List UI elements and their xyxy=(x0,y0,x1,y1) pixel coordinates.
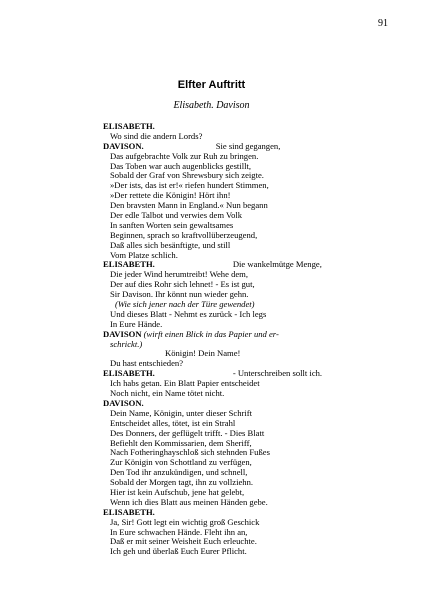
verse-line: Du hast entschieden? xyxy=(110,358,184,369)
text-line xyxy=(103,389,403,399)
verse-line: Dein Name, Königin, unter dieser Schrift xyxy=(110,407,252,418)
verse-line: Den bravsten Mann in England.« Nun begann xyxy=(110,200,268,211)
verse-line: Befiehlt den Kommissarien, dem Sheriff, xyxy=(110,437,252,448)
verse-line: In sanften Worten sein gewaltsames xyxy=(110,219,234,230)
verse-line: Daß er mit seiner Weisheit Euch erleuchte. xyxy=(110,536,257,547)
verse-line: Beginnen, sprach so kraftvollüberzeugend, xyxy=(110,229,258,240)
stage-direction: (wirft einen Blick in das Papier und er- xyxy=(141,328,279,339)
stage-direction: schrickt.) xyxy=(110,338,143,349)
verse-line: Ja, Sir! Gott legt ein wichtig groß Geschick xyxy=(110,516,260,527)
verse-line: Wenn ich dies Blatt aus meinen Händen gebe. xyxy=(110,496,268,507)
speaker-name: DAVISON. xyxy=(103,140,144,151)
verse-line: Vom Platze schlich. xyxy=(110,249,178,260)
verse-line: Und dieses Blatt - Nehmt es zurück - Ich legs xyxy=(110,308,267,319)
verse-line: Zur Königin von Schottland zu verfügen, xyxy=(110,457,252,468)
verse-line: Sobald der Morgen tagt, ihn zu vollziehn. xyxy=(110,477,254,488)
speech-text: Sie sind gegangen, xyxy=(215,140,281,151)
verse-line: Daß alles sich besänftigte, und still xyxy=(110,239,231,250)
scene-title: Elfter Auftritt xyxy=(177,79,246,91)
verse-line: Sir Davison. Ihr könnt nun wieder gehn. xyxy=(110,289,249,300)
verse-line: Sobald der Graf von Shrewsbury sich zeigte. xyxy=(110,170,264,181)
verse-line: Nach Fotheringhayschloß sich stehnden Fußes xyxy=(110,447,270,458)
verse-line: Ich habs getan. Ein Blatt Papier entscheidet xyxy=(110,378,260,389)
scene-characters: Elisabeth. Davison xyxy=(173,100,250,111)
page-number: 91 xyxy=(378,18,388,29)
verse-line: Hier ist kein Aufschub, jene hat gelebt, xyxy=(110,486,245,497)
verse-line: Das aufgebrachte Volk zur Ruh zu bringen. xyxy=(110,150,259,161)
verse-line: Das Toben war auch augenblicks gestillt, xyxy=(110,160,251,171)
verse-line: Entscheidet alles, tötet, ist ein Strahl xyxy=(110,417,236,428)
speech-text: - Unterschreiben sollt ich. xyxy=(232,368,323,379)
stage-direction: (Wie sich jener nach der Türe gewendet) xyxy=(115,299,255,310)
text-line xyxy=(103,340,403,350)
text-line xyxy=(103,330,403,340)
speaker-name: DAVISON. xyxy=(103,397,144,408)
speaker-name: ELISABETH. xyxy=(103,121,155,131)
speaker-name: DAVISON xyxy=(103,328,142,339)
verse-line: Noch nicht, ein Name tötet nicht. xyxy=(110,388,225,399)
verse-line: »Der rettete die Königin! Hört ihn! xyxy=(110,190,231,201)
verse-line: Die jeder Wind herumtreibt! Wehe dem, xyxy=(110,269,249,280)
speaker-name: ELISABETH. xyxy=(103,506,155,517)
speaker-name: ELISABETH. xyxy=(103,259,155,270)
verse-line: In Eure schwachen Hände. Fleht ihn an, xyxy=(110,526,248,537)
verse-line: In Eure Hände. xyxy=(110,318,163,329)
text-line xyxy=(103,547,403,557)
verse-line: Den Tod ihr anzukündigen, und schnell, xyxy=(110,467,248,478)
verse-line: »Der ists, das ist er!« riefen hundert Stimmen, xyxy=(110,180,269,191)
verse-line: Königin! Dein Name! xyxy=(165,348,241,359)
verse-line: Des Donners, der geflügelt trifft. - Dies Blatt xyxy=(110,427,265,438)
speaker-name: ELISABETH. xyxy=(103,368,155,379)
play-text xyxy=(103,122,403,557)
verse-line: Ich geh und überlaß Euch Eurer Pflicht. xyxy=(110,546,247,557)
verse-line: Wo sind die andern Lords? xyxy=(110,130,203,141)
verse-line: Der auf dies Rohr sich lehnet! - Es ist gut, xyxy=(110,279,255,290)
verse-line: Der edle Talbot und verwies dem Volk xyxy=(110,210,243,221)
speech-text: Die wankelmütge Menge, xyxy=(232,259,322,270)
